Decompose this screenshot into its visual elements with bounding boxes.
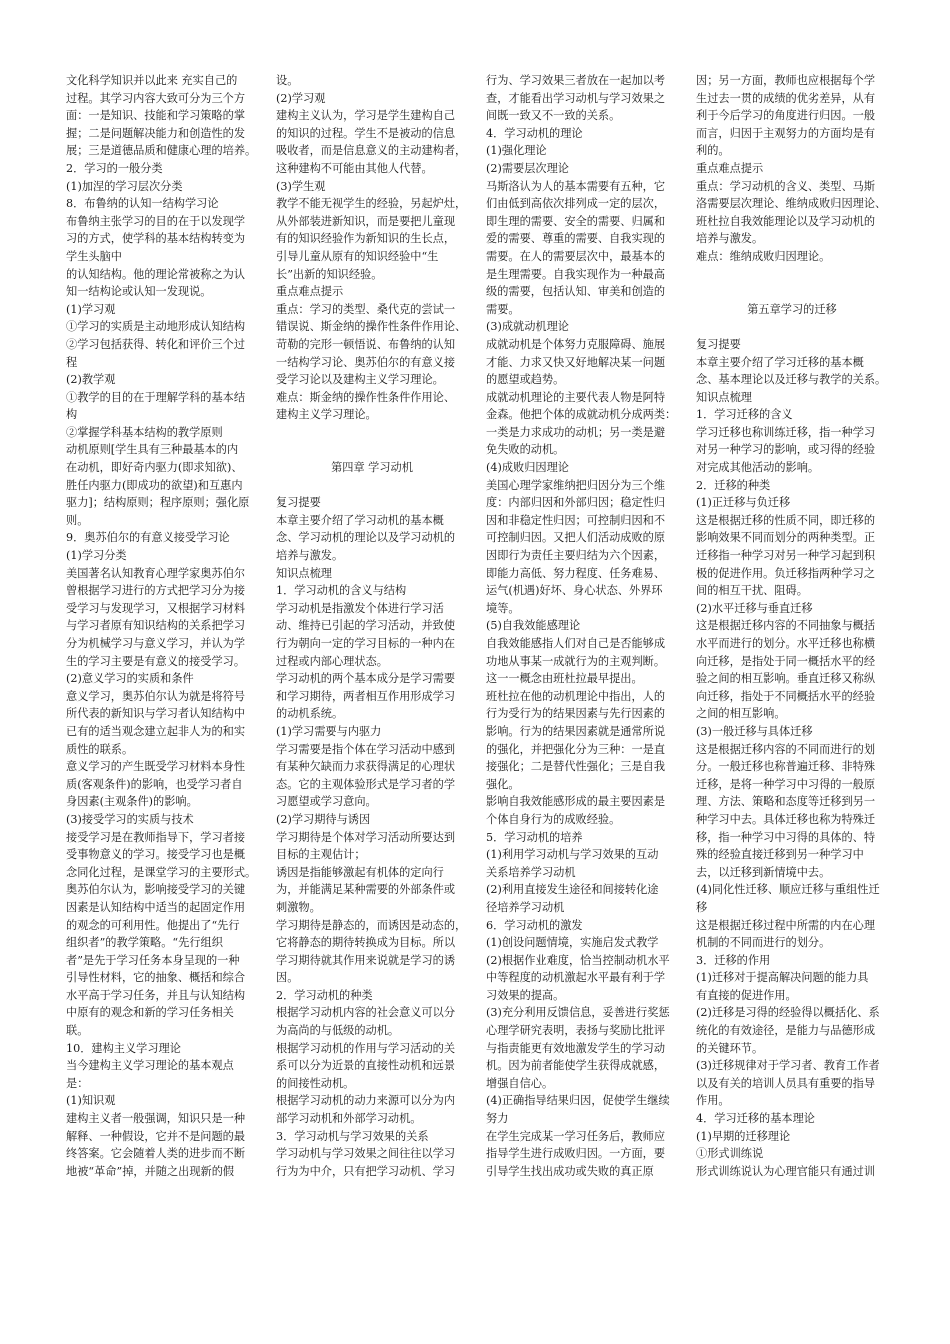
blank-line xyxy=(696,283,888,301)
text-line: 增强自信心。 xyxy=(486,1076,554,1090)
text-line: 过程。其学习内容大致可分为三个方 xyxy=(66,91,246,105)
text-line: 理、方法、策略和态度等迁移到另一 xyxy=(696,795,876,809)
text-line: 已有的适当观念建立起非人为的和实 xyxy=(66,724,246,738)
text-line: 需要。 xyxy=(486,302,520,316)
text-line: (2)迁移是习得的经验得以概括化、系 xyxy=(696,1006,880,1020)
text-line: 展；三是道德品质和健康心理的培养。 xyxy=(66,144,257,158)
text-line: 习愿望或学习意向。 xyxy=(276,795,377,809)
text-line: 习的方式，使学科的基本结构转变为 xyxy=(66,232,246,246)
text-line: 受学习论以及建构主义学习理论。 xyxy=(276,373,444,387)
text-line: 向迁移，指处于不同概括水平的经验 xyxy=(696,689,876,703)
text-line: 查，才能看出学习动机与学习效果之 xyxy=(486,91,666,105)
text-line: 中原有的观念和新的学习任务相关 xyxy=(66,1006,234,1020)
text-line: 布鲁纳主张学习的目的在于以发现学 xyxy=(66,214,246,228)
text-line: 重点：学习动机的含义、类型、马斯 xyxy=(696,179,876,193)
text-line: 行为、学习效果三者放在一起加以考 xyxy=(486,74,666,87)
text-line: 2．迁移的种类 xyxy=(696,478,771,492)
text-line: 接受学习是在教师指导下，学习者接 xyxy=(66,830,246,844)
text-line: 构 xyxy=(66,408,78,422)
text-line: 免失败的动机。 xyxy=(486,443,565,457)
text-line: 的关键环节。 xyxy=(696,1041,764,1055)
text-line: 心理学研究表明，表扬与奖励比批评 xyxy=(486,1024,666,1038)
text-line: 的动机系统。 xyxy=(276,707,344,721)
text-line: 培养与激发。 xyxy=(276,549,344,563)
text-line: 学习期待就其作用来说就是学习的诱 xyxy=(276,953,456,967)
text-line: 建构主义认为，学习是学生建构自己 xyxy=(276,109,456,123)
text-line: 身因素(主观条件)的影响。 xyxy=(66,795,198,809)
text-column-3 xyxy=(486,72,678,1332)
text-line: 这是根据迁移内容的不同而进行的划 xyxy=(696,742,876,756)
text-line: 为，并能满足某种需要的外部条件或 xyxy=(276,883,456,897)
text-line: 联。 xyxy=(66,1024,89,1038)
text-line: 殊的经验直接迁移到另一种学习中 xyxy=(696,848,864,862)
text-line: ①教学的目的在于理解学科的基本结 xyxy=(66,390,246,404)
text-line: 成就动机是个体努力克服障碍、施展 xyxy=(486,337,666,351)
text-line: 强化。 xyxy=(486,777,520,791)
text-line: 是生理需要。自我实现作为一种最高 xyxy=(486,267,666,281)
text-line: 2．学习的一般分类 xyxy=(66,161,163,175)
text-line: 形式训练说认为心理官能只有通过训 xyxy=(696,1164,876,1178)
text-line: (2)教学观 xyxy=(66,373,116,387)
text-line: 这是根据迁移过程中所需的内在心理 xyxy=(696,918,876,932)
text-line: (1)知识观 xyxy=(66,1094,116,1108)
text-line: 可控制归因。又把人们活动成败的原 xyxy=(486,531,666,545)
text-line: 美国心理学家维纳把归因分为三个维 xyxy=(486,478,666,492)
text-line: 受学习与发现学习，又根据学习材料 xyxy=(66,601,246,615)
text-line: 即生理的需要、安全的需要、归属和 xyxy=(486,214,666,228)
blank-line xyxy=(696,318,888,336)
text-line: 知一结构论或认知一发现说。 xyxy=(66,285,212,299)
text-line: 刺激物。 xyxy=(276,900,321,914)
text-line: 有某种欠缺而力求获得满足的心理状 xyxy=(276,760,456,774)
text-line: 引导儿童从原有的知识经验中“生 xyxy=(276,249,439,263)
text-line: 面：一是知识、技能和学习策略的掌 xyxy=(66,109,246,123)
text-line: 努力 xyxy=(486,1112,509,1126)
text-line: (1)正迁移与负迁移 xyxy=(696,496,791,510)
text-line: 在动机，即好奇内驱力(即求知欲)、 xyxy=(66,461,243,475)
text-line: 间的相互干扰、阻碍。 xyxy=(696,584,808,598)
text-line: 金森。他把个体的成就动机分成两类： xyxy=(486,408,677,422)
text-line: 的愿望或趋势。 xyxy=(486,373,565,387)
text-line: 迁移指一种学习对另一种学习起到积 xyxy=(696,549,876,563)
text-line: 当今建构主义学习理论的基本观点 xyxy=(66,1059,234,1073)
text-line: 苛勒的完形一顿悟说、布鲁纳的认知 xyxy=(276,337,456,351)
text-line: (4)正确指导结果归因，促使学生继续 xyxy=(486,1094,670,1108)
text-line: 握；二是问题解决能力和创造性的发 xyxy=(66,126,246,140)
text-line: 去，以迁移到新情境中去。 xyxy=(696,865,831,879)
text-line: 念同化过程，是课堂学习的主要形式。 xyxy=(66,865,257,879)
text-line: 需要。在人的需要层次中，最基本的 xyxy=(486,249,666,263)
text-line: 9．奥苏伯尔的有意义接受学习论 xyxy=(66,531,230,545)
text-line: 有直接的促进作用。 xyxy=(696,988,797,1002)
text-line: 学习动机与学习效果之间往往以学习 xyxy=(276,1147,456,1161)
text-line: 念、学习动机的理论以及学习动机的 xyxy=(276,531,456,545)
text-line: (4)成败归因理论 xyxy=(486,461,569,475)
text-line: 者”是先于学习任务本身呈现的一种 xyxy=(66,953,240,967)
text-line: 和学习期待，两者相互作用形成学习 xyxy=(276,689,456,703)
text-line: 验之间的相互影响。垂直迁移又称纵 xyxy=(696,672,876,686)
text-line: 因素是认知结构中适当的起固定作用 xyxy=(66,900,246,914)
text-line: 运气(机遇)好坏、身心状态、外界环 xyxy=(486,584,663,598)
text-line: 1．学习迁移的含义 xyxy=(696,408,793,422)
text-line: (2)水平迁移与垂直迁移 xyxy=(696,601,813,615)
text-line: 建构主义学习理论。 xyxy=(276,408,377,422)
text-line: 终答案。它会随着人类的进步而不断 xyxy=(66,1147,246,1161)
text-line: (1)迁移对于提高解决问题的能力具 xyxy=(696,971,869,985)
text-line: 则。 xyxy=(66,513,89,527)
text-line: 复习提要 xyxy=(276,496,321,510)
text-column-4 xyxy=(696,72,888,1332)
text-line: 这一一概念由班杜拉最早提出。 xyxy=(486,672,643,686)
text-line: 接强化；二是替代性强化；三是自我 xyxy=(486,760,666,774)
text-line: 设。 xyxy=(276,74,299,87)
text-line: 建构主义者一般强调，知识只是一种 xyxy=(66,1112,246,1126)
text-line: 生过去一贯的成绩的优劣差异，从有 xyxy=(696,91,876,105)
text-line: 过程或内部心理状态。 xyxy=(276,654,388,668)
text-line: 受事物意义的学习。接受学习也是概 xyxy=(66,848,246,862)
text-line: 水平高于学习任务，并且与认知结构 xyxy=(66,988,246,1002)
text-line: 对完成其他活动的影响。 xyxy=(696,461,820,475)
text-line: 种学习中去。具体迁移也称为特殊迁 xyxy=(696,812,876,826)
text-line: (1)创设问题情境，实施启发式教学 xyxy=(486,936,659,950)
text-line: 功地从事某一成就行为的主观判断。 xyxy=(486,654,666,668)
text-line: (2)根据作业难度，恰当控制动机水平 xyxy=(486,953,670,967)
text-line: 本章主要介绍了学习动机的基本概 xyxy=(276,513,444,527)
text-column-2 xyxy=(276,72,468,1332)
chapter-heading: 第五章学习的迁移 xyxy=(747,302,837,316)
text-line: 马斯洛认为人的基本需要有五种，它 xyxy=(486,179,666,193)
text-line: (1)加涅的学习层次分类 xyxy=(66,179,183,193)
text-line: 一类是力求成功的动机；另一类是避 xyxy=(486,425,666,439)
text-line: 程 xyxy=(66,355,78,369)
text-line: 4．学习动机的理论 xyxy=(486,126,583,140)
text-line: 之间的相互影响。 xyxy=(696,707,786,721)
text-line: 学习动机是指激发个体进行学习活 xyxy=(276,601,444,615)
text-line: 爱的需要、尊重的需要、自我实现的 xyxy=(486,232,666,246)
text-line: 在学生完成某一学习任务后，教师应 xyxy=(486,1129,666,1143)
text-line: 因和非稳定性归因；可控制归因和不 xyxy=(486,513,666,527)
text-line: 行为受行为的结果因素与先行因素的 xyxy=(486,707,666,721)
text-line: 迁移，是将一种学习中习得的一般原 xyxy=(696,777,876,791)
text-line: 机制的不同而进行的划分。 xyxy=(696,936,831,950)
text-line: 知识点梳理 xyxy=(276,566,332,580)
text-line: 重点难点提示 xyxy=(276,285,344,299)
text-line: ②掌握学科基本结构的教学原则 xyxy=(66,425,223,439)
text-line: 关系培养学习动机 xyxy=(486,865,576,879)
text-line: 曾根据学习进行的方式把学习分为接 xyxy=(66,584,246,598)
text-line: 10．建构主义学习理论 xyxy=(66,1041,181,1055)
text-line: 而言，归因于主观努力的方面均是有 xyxy=(696,126,876,140)
text-line: 引导性材料，它的抽象、概括和综合 xyxy=(66,971,246,985)
text-line: 向迁移，是指处于同一概括水平的经 xyxy=(696,654,876,668)
text-line: 以及有关的培训人员具有重要的指导 xyxy=(696,1076,876,1090)
text-line: 是： xyxy=(66,1076,89,1090)
text-line: (1)利用学习动机与学习效果的互动 xyxy=(486,848,659,862)
text-line: 动机原则[学生具有三种最基本的内 xyxy=(66,443,239,457)
text-line: 3．迁移的作用 xyxy=(696,953,771,967)
text-line: 目标的主观估计； xyxy=(276,848,366,862)
text-line: 这是根据迁移的性质不同，即迁移的 xyxy=(696,513,876,527)
text-line: 系可以分为近景的直接性动机和远景 xyxy=(276,1059,456,1073)
text-line: 5．学习动机的培养 xyxy=(486,830,583,844)
text-line: (1)学习分类 xyxy=(66,549,127,563)
text-line: 这是根据迁移内容的不同抽象与概括 xyxy=(696,619,876,633)
document-page xyxy=(66,72,888,1332)
text-line: (5)自我效能感理论 xyxy=(486,619,581,633)
text-line: 组织者”的教学策略。“先行组织 xyxy=(66,936,223,950)
text-line: 态。它的主观体验形式是学习者的学 xyxy=(276,777,456,791)
text-line: 分。一般迁移也称普遍迁移、非特殊 xyxy=(696,760,876,774)
text-line: 学习期待是静态的，而诱因是动态的， xyxy=(276,918,467,932)
text-line: 的认知结构。他的理论常被称之为认 xyxy=(66,267,246,281)
text-line: (2)利用直接发生途径和间接转化途 xyxy=(486,883,659,897)
blank-line xyxy=(276,424,468,442)
text-line: 胜任内驱力(即成功的欲望)和互惠内 xyxy=(66,478,243,492)
text-line: 学生头脑中 xyxy=(66,249,122,263)
text-line: 这种建构不可能由其他人代替。 xyxy=(276,161,433,175)
text-line: 分为机械学习与意义学习，并认为学 xyxy=(66,637,246,650)
text-line: ①形式训练说 xyxy=(696,1147,764,1161)
text-line: 错误说、斯金纳的操作性条件作用论、 xyxy=(276,320,467,334)
text-line: 的强化，并把强化分为三种：一是直 xyxy=(486,742,666,756)
text-line: 培养与激发。 xyxy=(696,232,764,246)
text-line: 根据学习动机内容的社会意义可以分 xyxy=(276,1006,456,1020)
text-line: 意义学习的产生既受学习材料本身性 xyxy=(66,760,246,774)
text-line: 难点：斯金纳的操作性条件作用论、 xyxy=(276,390,456,404)
text-line: 级的需要，包括认知、审美和创造的 xyxy=(486,285,666,299)
text-line: 与指责能更有效地激发学生的学习动 xyxy=(486,1041,666,1055)
text-line: 即能力高低、努力程度、任务难易、 xyxy=(486,566,666,580)
text-line: 影响。行为的结果因素就是通常所说 xyxy=(486,724,666,738)
text-line: 念、基本理论以及迁移与教学的关系。 xyxy=(696,373,887,387)
text-line: ①学习的实质是主动地形成认知结构 xyxy=(66,320,246,334)
text-line: 移 xyxy=(696,900,708,914)
text-line: 成就动机理论的主要代表人物是阿特 xyxy=(486,390,666,404)
text-line: 8．布鲁纳的认知一结构学习论 xyxy=(66,197,219,211)
text-line: 因；另一方面，教师也应根据每个学 xyxy=(696,74,876,87)
text-line: 知识点梳理 xyxy=(696,390,752,404)
text-line: 们由低到高依次排列成一定的层次， xyxy=(486,197,666,211)
text-line: 从外部装进新知识，而是要把儿童现 xyxy=(276,214,456,228)
text-line: 度：内部归因和外部归因；稳定性归 xyxy=(486,496,666,510)
text-line: 学习期待是个体对学习活动所要达到 xyxy=(276,830,456,844)
text-line: (3)学生观 xyxy=(276,179,326,193)
text-line: 水平而进行的划分。水平迁移也称横 xyxy=(696,637,876,650)
text-line: 有的知识经验作为新知识的生长点， xyxy=(276,232,456,246)
text-line: 根据学习动机的作用与学习活动的关 xyxy=(276,1041,456,1055)
text-line: 动、维持已引起的学习活动，并致使 xyxy=(276,619,456,633)
text-line: 洛需要层次理论、维纳成败归因理论、 xyxy=(696,197,887,211)
text-line: 3．学习动机与学习效果的关系 xyxy=(276,1129,429,1143)
text-line: 利于今后学习的角度进行归因。一般 xyxy=(696,109,876,123)
text-line: 的观念的可利用性。他提出了“先行 xyxy=(66,918,240,932)
text-line: 行为为中介，只有把学习动机、学习 xyxy=(276,1164,456,1178)
text-line: (2)学习观 xyxy=(276,91,326,105)
text-line: 难点：维纳成败归因理论。 xyxy=(696,249,831,263)
text-line: 本章主要介绍了学习迁移的基本概 xyxy=(696,355,864,369)
text-line: 统化的有效途径，是能力与品德形成 xyxy=(696,1024,876,1038)
text-line: (4)同化性迁移、顺应迁移与重组性迁 xyxy=(696,883,880,897)
text-line: (2)学习期待与诱因 xyxy=(276,812,371,826)
text-line: 机。因为前者能使学生获得成就感， xyxy=(486,1059,666,1073)
text-line: (1)学习需要与内驱力 xyxy=(276,724,382,738)
text-line: 的知识的过程。学生不是被动的信息 xyxy=(276,126,456,140)
text-line: 影响效果不同而划分的两种类型。正 xyxy=(696,531,876,545)
text-line: 引导学生找出成功或失败的真正原 xyxy=(486,1164,654,1178)
text-line: (2)需要层次理论 xyxy=(486,161,569,175)
text-line: 教学不能无视学生的经验，另起炉灶， xyxy=(276,197,467,211)
text-line: 生的学习主要是有意义的接受学习。 xyxy=(66,654,246,668)
text-line: 美国著名认知教育心理学家奥苏伯尔 xyxy=(66,566,246,580)
text-line: 对另一种学习的影响，或习得的经验 xyxy=(696,443,876,457)
text-line: 地被“革命”掉，并随之出现新的假 xyxy=(66,1164,235,1178)
blank-line xyxy=(696,266,888,284)
text-line: 诱因是指能够激起有机体的定向行 xyxy=(276,865,444,879)
text-line: 班杜拉自我效能理论以及学习动机的 xyxy=(696,214,876,228)
text-line: 驱力]；结构原则；程序原则；强化原 xyxy=(66,496,250,510)
text-line: 影响自我效能感形成的最主要因素是 xyxy=(486,795,666,809)
text-line: 文化科学知识并以此来 充实自己的 xyxy=(66,74,238,87)
text-column-1 xyxy=(66,72,258,1332)
text-line: 所代表的新知识与学习者认知结构中 xyxy=(66,707,246,721)
text-line: 长”出新的知识经验。 xyxy=(276,267,383,281)
blank-line xyxy=(276,477,468,495)
text-line: 个体自身行为的成败经验。 xyxy=(486,812,621,826)
text-line: 质性的联系。 xyxy=(66,742,134,756)
text-line: 径培养学习动机 xyxy=(486,900,565,914)
text-line: 学习迁移也称训练迁移，指一种学习 xyxy=(696,425,876,439)
text-line: 才能、力求又快又好地解决某一问题 xyxy=(486,355,666,369)
text-line: 境等。 xyxy=(486,601,520,615)
text-line: ②学习包括获得、转化和评价三个过 xyxy=(66,337,246,351)
text-line: (3)充分利用反馈信息，妥善进行奖惩 xyxy=(486,1006,670,1020)
text-line: 复习提要 xyxy=(696,337,741,351)
text-line: 解释、一种假设，它并不是问题的最 xyxy=(66,1129,246,1143)
text-line: 因。 xyxy=(276,971,299,985)
text-line: 习效果的提高。 xyxy=(486,988,565,1002)
chapter-heading: 第四章 学习动机 xyxy=(331,461,413,475)
text-line: 与学习者原有知识结构的关系把学习 xyxy=(66,619,246,633)
text-line: (3)迁移规律对于学习者、教育工作者 xyxy=(696,1059,880,1073)
text-line: (1)学习观 xyxy=(66,302,116,316)
text-line: 的间接性动机。 xyxy=(276,1076,355,1090)
text-line: 重点难点提示 xyxy=(696,161,764,175)
text-line: 指导学生进行成败归因。一方面，要 xyxy=(486,1147,666,1161)
text-line: 重点：学习的类型、桑代克的尝试一 xyxy=(276,302,456,316)
text-line: (1)强化理论 xyxy=(486,144,547,158)
text-line: 移，指一种学习中习得的具体的、特 xyxy=(696,830,876,844)
text-line: 1．学习动机的含义与结构 xyxy=(276,584,407,598)
text-line: 2．学习动机的种类 xyxy=(276,988,373,1002)
text-line: 根据学习动机的动力来源可以分为内 xyxy=(276,1094,456,1108)
text-line: 质(客观条件)的影响，也受学习者自 xyxy=(66,777,243,791)
blank-line xyxy=(276,441,468,459)
text-line: (3)成就动机理论 xyxy=(486,320,569,334)
text-line: 自我效能感指人们对自己是否能够成 xyxy=(486,637,666,650)
text-line: 意义学习，奥苏伯尔认为就是将符号 xyxy=(66,689,246,703)
text-line: 6．学习动机的激发 xyxy=(486,918,583,932)
text-line: 学习需要是指个体在学习活动中感到 xyxy=(276,742,456,756)
text-line: 利的。 xyxy=(696,144,730,158)
text-line: 它将静态的期待转换成为目标。所以 xyxy=(276,936,456,950)
text-line: 为高尚的与低级的动机。 xyxy=(276,1024,400,1038)
text-line: 间既一致又不一致的关系。 xyxy=(486,109,621,123)
text-line: 部学习动机和外部学习动机。 xyxy=(276,1112,422,1126)
text-line: 吸收者，而是信息意义的主动建构者， xyxy=(276,144,467,158)
text-line: 作用。 xyxy=(696,1094,730,1108)
text-line: (3)接受学习的实质与技术 xyxy=(66,812,194,826)
text-line: (3)一般迁移与具体迁移 xyxy=(696,724,813,738)
text-line: 行为朝向一定的学习目标的一种内在 xyxy=(276,637,456,650)
text-line: 极的促进作用。负迁移指两种学习之 xyxy=(696,566,876,580)
text-line: 奥苏伯尔认为，影响接受学习的关键 xyxy=(66,883,246,897)
text-line: 中等程度的动机激起水平最有利于学 xyxy=(486,971,666,985)
text-line: (1)早期的迁移理论 xyxy=(696,1129,791,1143)
text-line: 学习动机的两个基本成分是学习需要 xyxy=(276,672,456,686)
text-line: 因即行为责任主要归结为六个因素， xyxy=(486,549,666,563)
text-line: 4．学习迁移的基本理论 xyxy=(696,1112,815,1126)
text-line: 一结构学习论、奥苏伯尔的有意义接 xyxy=(276,355,456,369)
text-line: (2)意义学习的实质和条件 xyxy=(66,672,194,686)
text-line: 班杜拉在他的动机理论中指出，人的 xyxy=(486,689,666,703)
